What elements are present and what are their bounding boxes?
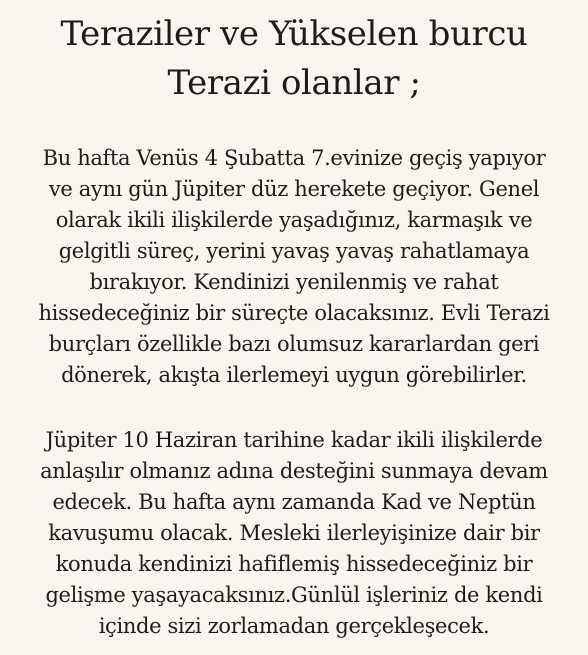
paragraph-line: gelgitli süreç, yerini yavaş yavaş rahatlamaya	[58, 239, 530, 263]
paragraph-line: Jüpiter 10 Haziran tarihine kadar ikili ilişkilerde	[45, 428, 543, 452]
paragraph-line: kavuşumu olacak. Mesleki ilerleyişinize dair bir	[48, 521, 540, 545]
paragraph-line: bırakıyor. Kendinizi yenilenmiş ve rahat	[89, 270, 499, 294]
paragraph-line: dönerek, akışta ilerlemeyi uygun görebilirler.	[61, 363, 527, 387]
paragraph-line: ve aynı gün Jüpiter düz herekete geçiyor. Genel	[48, 177, 540, 201]
paragraph-line: olarak ikili ilişkilerde yaşadığınız, karmaşık ve	[55, 208, 533, 232]
paragraph-line: konuda kendinizi hafiflemiş hissedeceğiniz bir	[55, 552, 533, 576]
paragraph-line: burçları özellikle bazı olumsuz kararlardan geri	[48, 332, 540, 356]
paragraph-line: edecek. Bu hafta aynı zamanda Kad ve Neptün	[52, 490, 536, 514]
paragraph-line: içinde sizi zorlamadan gerçekleşecek.	[98, 614, 490, 638]
title-line-1: Teraziler ve Yükselen burcu	[60, 14, 528, 54]
title-line-2: Terazi olanlar ;	[167, 63, 421, 103]
paragraph-line: gelişme yaşayacaksınız.Günlül işleriniz de kendi	[45, 583, 543, 607]
paragraph-line: Bu hafta Venüs 4 Şubatta 7.evinize geçiş yapıyor	[42, 146, 546, 170]
paragraph-line: anlaşılır olmanız adına desteğini sunmaya devam	[40, 459, 548, 483]
paragraph-line: hissedeceğiniz bir süreçte olacaksınız. Evli Terazi	[38, 301, 550, 325]
